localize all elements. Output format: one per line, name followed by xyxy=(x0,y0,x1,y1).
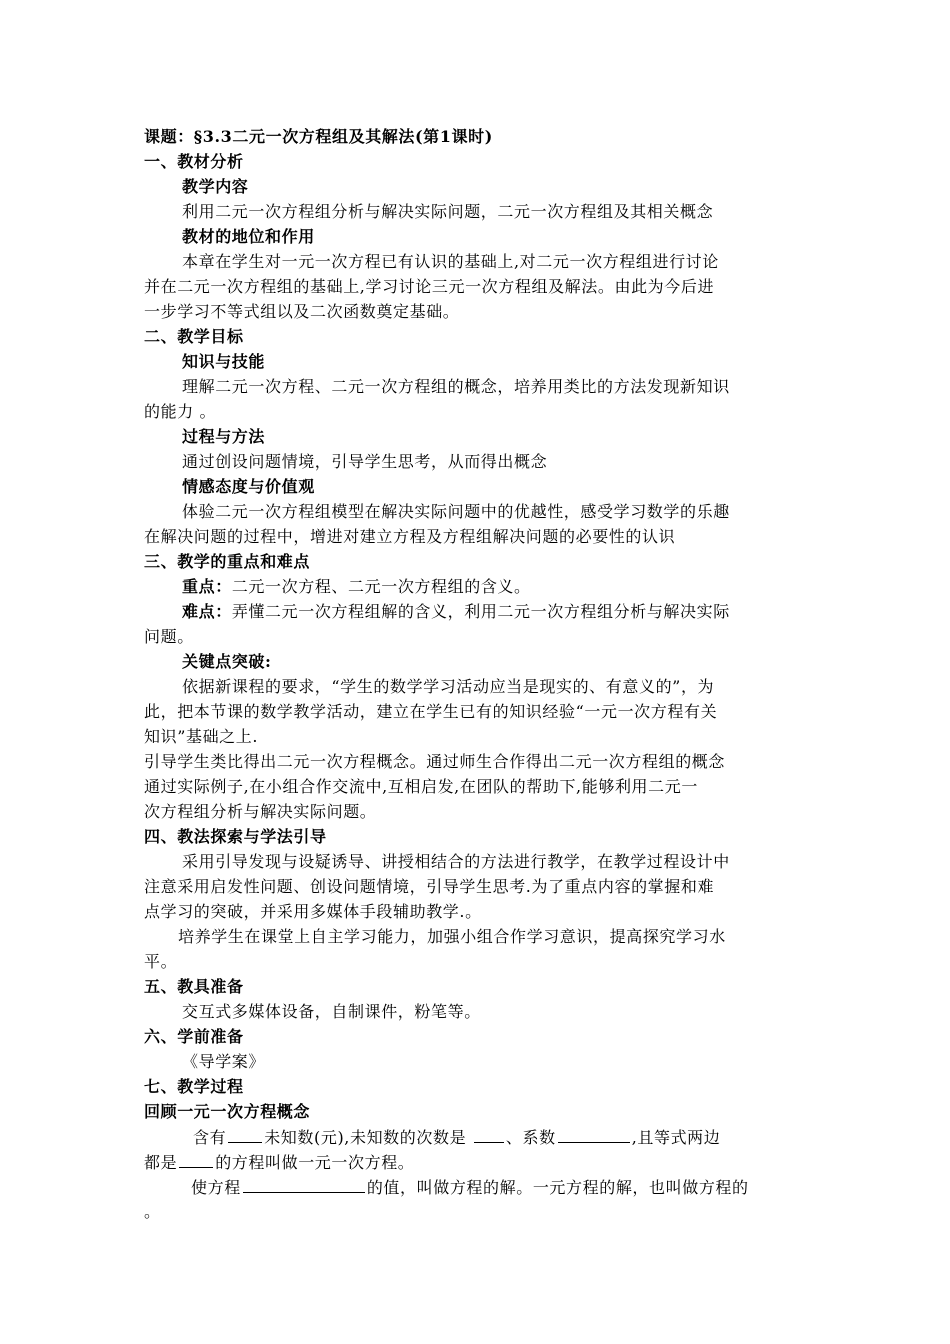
fill-text: 的值，叫做方程的解。一元方程的解，也叫做方程的 xyxy=(366,1178,749,1197)
paragraph-line: 通过创设问题情境，引导学生思考，从而得出概念 xyxy=(182,452,548,471)
section-heading: 一、教材分析 xyxy=(144,152,244,171)
paragraph-line: 注意采用启发性问题、创设问题情境，引导学生思考.为了重点内容的掌握和难 xyxy=(144,877,715,896)
paragraph-line: 一步学习不等式组以及二次函数奠定基础。 xyxy=(144,302,460,321)
section-heading: 六、学前准备 xyxy=(144,1027,244,1046)
fill-text: 未知数(元),未知数的次数是 xyxy=(264,1128,467,1147)
fill-text: 、系数 xyxy=(505,1128,556,1147)
paragraph-line: 本章在学生对一元一次方程已有认识的基础上,对二元一次方程组进行讨论 xyxy=(182,252,719,271)
fill-in-line xyxy=(144,1152,814,1173)
fill-text: 的方程叫做一元一次方程。 xyxy=(215,1153,415,1172)
paragraph-line: 培养学生在课堂上自主学习能力，加强小组合作学习意识，提高探究学习水 xyxy=(178,927,726,946)
section-heading: 七、教学过程 xyxy=(144,1077,244,1096)
paragraph-line: 点学习的突破，并采用多媒体手段辅助教学.。 xyxy=(144,902,482,921)
answer-blank[interactable] xyxy=(243,1177,365,1193)
page-title: 课题：§3.3二元一次方程组及其解法(第1课时) xyxy=(144,127,493,146)
paragraph-line: 并在二元一次方程组的基础上,学习讨论三元一次方程组及解法。由此为今后进 xyxy=(144,277,715,296)
paragraph-line: 依据新课程的要求，“学生的数学学习活动应当是现实的、有意义的”，为 xyxy=(182,677,715,696)
subsection-heading: 教材的地位和作用 xyxy=(182,227,315,246)
paragraph-line: 。 xyxy=(144,1202,161,1221)
paragraph-line: 平。 xyxy=(144,952,178,971)
subsection-heading: 情感态度与价值观 xyxy=(182,477,315,496)
paragraph-line xyxy=(182,577,814,597)
subsection-heading: 回顾一元一次方程概念 xyxy=(144,1102,311,1121)
answer-blank[interactable] xyxy=(474,1127,504,1143)
answer-blank[interactable] xyxy=(228,1127,262,1143)
subsection-heading: 教学内容 xyxy=(182,177,249,196)
paragraph-line: 体验二元一次方程组模型在解决实际问题中的优越性，感受学习数学的乐趣 xyxy=(182,502,730,521)
paragraph-line: 理解二元一次方程、二元一次方程组的概念，培养用类比的方法发现新知识 xyxy=(182,377,730,396)
key-point-text: 二元一次方程、二元一次方程组的含义。 xyxy=(231,577,531,596)
answer-blank[interactable] xyxy=(179,1152,213,1168)
section-heading: 五、教具准备 xyxy=(144,977,244,996)
paragraph-line: 交互式多媒体设备，自制课件，粉笔等。 xyxy=(182,1002,481,1021)
difficulty-text: 弄懂二元一次方程组解的含义，利用二元一次方程组分析与解决实际 xyxy=(231,602,730,621)
fill-in-line xyxy=(191,1177,861,1198)
paragraph-line: 《导学案》 xyxy=(182,1052,266,1071)
paragraph-line: 利用二元一次方程组分析与解决实际问题，二元一次方程组及其相关概念 xyxy=(182,202,714,221)
paragraph-line: 采用引导发现与设疑诱导、讲授相结合的方法进行教学，在教学过程设计中 xyxy=(182,852,730,871)
subsection-heading: 知识与技能 xyxy=(182,352,266,371)
paragraph-line: 在解决问题的过程中，增进对建立方程及方程组解决问题的必要性的认识 xyxy=(144,527,676,546)
key-point-label: 重点： xyxy=(182,577,232,596)
fill-text: 使方程 xyxy=(191,1178,241,1197)
answer-blank[interactable] xyxy=(558,1127,630,1143)
fill-in-line xyxy=(193,1127,863,1148)
section-heading: 二、教学目标 xyxy=(144,327,244,346)
subsection-heading: 过程与方法 xyxy=(182,427,266,446)
paragraph-line: 的能力 。 xyxy=(144,402,217,421)
section-heading: 三、教学的重点和难点 xyxy=(144,552,311,571)
paragraph-line xyxy=(182,602,814,622)
paragraph-line: 引导学生类比得出二元一次方程概念。通过师生合作得出二元一次方程组的概念 xyxy=(144,752,726,771)
paragraph-line: 知识”基础之上. xyxy=(144,727,259,746)
paragraph-line: 次方程组分析与解决实际问题。 xyxy=(144,802,377,821)
paragraph-line: 此，把本节课的数学教学活动，建立在学生已有的知识经验“一元一次方程有关 xyxy=(144,702,718,721)
paragraph-line: 问题。 xyxy=(144,627,194,646)
fill-text: ,且等式两边 xyxy=(631,1128,721,1147)
section-heading: 四、教法探索与学法引导 xyxy=(144,827,327,846)
subsection-heading: 关键点突破: xyxy=(182,652,272,671)
paragraph-line: 通过实际例子,在小组合作交流中,互相启发,在团队的帮助下,能够利用二元一 xyxy=(144,777,698,796)
difficulty-label: 难点： xyxy=(182,602,232,621)
fill-text: 含有 xyxy=(193,1128,227,1147)
fill-text: 都是 xyxy=(144,1153,178,1172)
